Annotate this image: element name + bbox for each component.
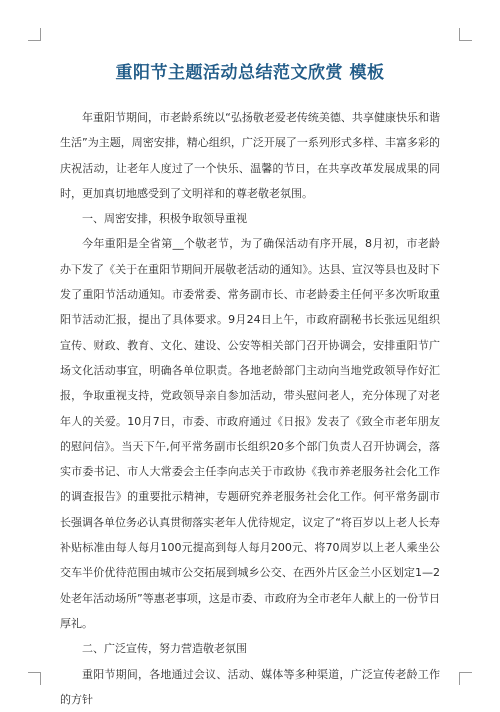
document-title: 重阳节主题活动总结范文欣赏 模板 — [115, 63, 385, 83]
crop-mark-bottom-left — [28, 672, 41, 685]
crop-mark-top-right — [459, 28, 472, 41]
section-2-paragraph: 重阳节期间，各地通过会议、活动、媒体等多种渠道，广泛宣传老龄工作的方针 — [60, 667, 440, 706]
section-1-paragraph: 今年重阳是全省第__个敬老节，为了确保活动有序开展，8月初，市老龄办下发了《关于在重阳节期间开展敬老活动的通知》。达县、宣汉等县也及时下发了重阳节活动通知。市委常委、常务副市长、市老龄委主任何平多次听取重阳节活动汇报，提出了具体要求。9月24日上午，市政府副秘书长张远见组织宣传、财政、教育、文化、建设、公安等相关部门召开协调会，安排重阳节广场文化活动事宜，明确各单位职责。各地老龄部门主动向当地党政领导作好汇报，争取重视支持，党政领导亲自参加活动，带头慰问老人，充分体现了对老年人的关爱。10月7日，市委、市政府通过《日报》发表了《致全市老年朋友的慰问信》。当天下午,何平常务副市长组织20多个部门负责人召开协调会，落实市委书记、市人大常委会主任李向志关于市政协《我市养老服务社会化工作的调查报告》的重要批示精神，专题研究养老服务社会化工作。何平常务副市长强调各单位务必认真贯彻落实老年人优待规定，议定了“将百岁以上老人长寿补贴标准由每人每月100元提高到每人每月200元、将70周岁以上老人乘坐公交车半价优待范围由城市公交拓展到城乡公交、在西外片区金兰小区划定1—2处老年活动场所”等惠老事项，这是市委、市政府为全市老年人献上的一份节日厚礼。 — [60, 237, 440, 630]
section-heading-2: 二、广泛宣传，努力营造敬老氛围 — [82, 642, 247, 656]
section-heading-1: 一、周密安排，积极争取领导重视 — [82, 212, 247, 226]
intro-paragraph: 年重阳节期间，市老龄系统以“弘扬敬老爱老传统美德、共享健康快乐和谐生活”为主题，周密安排，精心组织，广泛开展了一系列形式多样、丰富多彩的庆祝活动，让老年人度过了一个快乐、温馨的节日，在共享改革发展成果的同时，更加真切地感受到了文明祥和的尊老敬老氛围。 — [60, 111, 440, 200]
document-page — [60, 58, 440, 712]
crop-mark-top-left — [28, 28, 41, 41]
crop-mark-bottom-right — [459, 672, 472, 685]
